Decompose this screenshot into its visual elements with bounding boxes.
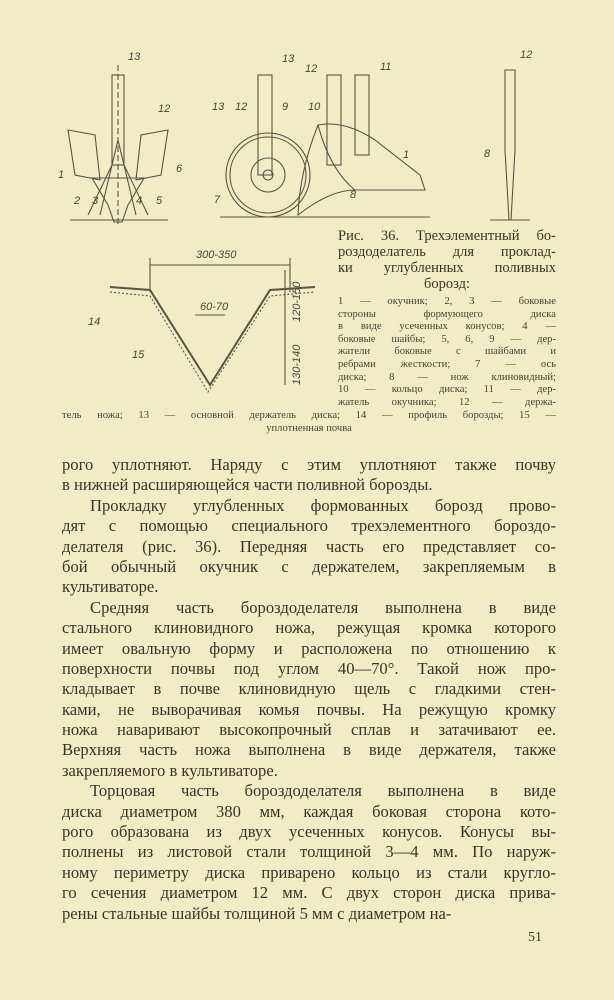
body-line: Средняя часть бороздоделателя выполнена в виде [90,597,556,617]
legend-line: в виде усеченных конусов; 4 — [338,321,556,333]
legend-line: ребрами жесткости; 7 — ось [338,358,556,370]
body-line: в нижней расширяющейся части поливной борозды. [62,475,433,495]
body-line: Прокладку углубленных формованных борозд прово- [90,495,556,515]
fig-label: 6 [176,163,183,175]
fig-label: 12 [520,49,533,61]
caption-line: Рис. 36. Трехэлементный бо- [338,228,556,244]
fig-label: 13 [128,51,141,63]
body-line: закрепляемого в культиваторе. [62,760,278,780]
page-number: 51 [528,930,542,945]
fig-label: 130-140 [291,344,303,385]
side-view-drawing [220,75,430,217]
body-line: го сечения диаметром 12 мм. С двух сторон диска прива- [62,883,556,903]
fig-label: 7 [214,194,221,206]
legend-line: уплотненная почва [266,422,352,434]
legend-line: жатель окучника; 12 — держа- [338,396,556,408]
fig-label: 11 [380,61,392,73]
body-line: делателя (рис. 36). Передняя часть его представляет со- [62,536,556,556]
body-line: Верхняя часть ножа выполнена в виде держателя, также [62,740,556,760]
fig-label: 2 [74,195,81,207]
body-line: дят с помощью специального трехэлементного бороздо- [62,516,556,536]
body-line: полнены из листовой стали толщиной 3—4 мм. По наруж- [62,842,556,862]
figure-caption-legend [338,296,556,409]
body-line: стального клиновидного ножа, режущая кромка которого [62,618,556,638]
body-text [62,455,556,924]
fig-label: 8 [350,189,357,201]
caption-line: роздоделатель для проклад- [338,244,556,260]
body-line: кладывает в почве клиновидную щель с гладкими стен- [62,679,556,699]
fig-label: 120-150 [291,281,303,322]
fig-label: 13 [282,53,295,65]
body-line: бой обычный окучник с держателем, закрепляемым в [62,556,556,576]
body-line: рого образована из двух усеченных конусов. Конусы вы- [62,822,556,842]
body-line: поверхности почвы под углом 40—70°. Такой нож про- [62,658,556,678]
fig-label: 12 [235,101,248,113]
body-line: рены стальные шайбы толщиной 5 мм с диаметром на- [62,903,452,923]
legend-line: жатели боковые с шайбами и [338,346,556,358]
figure-caption-legend-wide [62,410,556,435]
knife-view-drawing [490,70,530,220]
caption-line: ки углубленных поливных [338,260,556,276]
body-line: рого уплотняют. Наряду с этим уплотняют также почву [62,455,556,474]
body-line: ножа наваривают высокопрочный сплав и затачивают ее. [62,720,556,740]
caption-line: борозд: [424,276,470,292]
fig-label: 4 [136,195,143,207]
body-line: Торцовая часть бороздоделателя выполнена в виде [90,781,556,801]
body-line: имеет овальную форму и расположена по отношению к [62,638,556,658]
legend-line: боковые шайбы; 5, 6, 9 — дер- [338,333,556,345]
fig-label: 3 [92,195,99,207]
front-view-drawing [68,65,171,225]
fig-label: 13 [212,101,225,113]
legend-line: диска; 8 — нож клиновидный; [338,371,556,383]
body-line: культиваторе. [62,577,159,597]
body-line: диска диаметром 380 мм, каждая боковая сторона кото- [62,801,556,821]
figure-caption-title [338,228,556,292]
legend-line: 1 — окучник; 2, 3 — боковые [338,296,556,307]
fig-label: 5 [156,195,163,207]
fig-label: 12 [305,63,318,75]
legend-line: тель ножа; 13 — основной держатель диска; 14 — профиль борозды; 15 — [62,410,556,421]
fig-label: 300-350 [196,249,237,261]
fig-label: 12 [158,103,171,115]
legend-line: 10 — кольцо диска; 11 — дер- [338,384,556,396]
fig-label: 14 [88,316,101,328]
fig-label: 8 [484,148,491,160]
furrow-profile-drawing [110,258,315,392]
body-line: ному периметру диска приварено кольцо из стали кругло- [62,862,556,882]
fig-label: 1 [58,169,65,181]
fig-label: 60-70 [200,301,229,313]
legend-line: стороны формующего диска [338,308,556,320]
body-line: ками, не выворачивая комья почвы. На режущую кромку [62,699,556,719]
fig-label: 1 [403,149,410,161]
fig-label: 9 [282,101,289,113]
fig-label: 15 [132,349,145,361]
fig-label: 10 [308,101,321,113]
